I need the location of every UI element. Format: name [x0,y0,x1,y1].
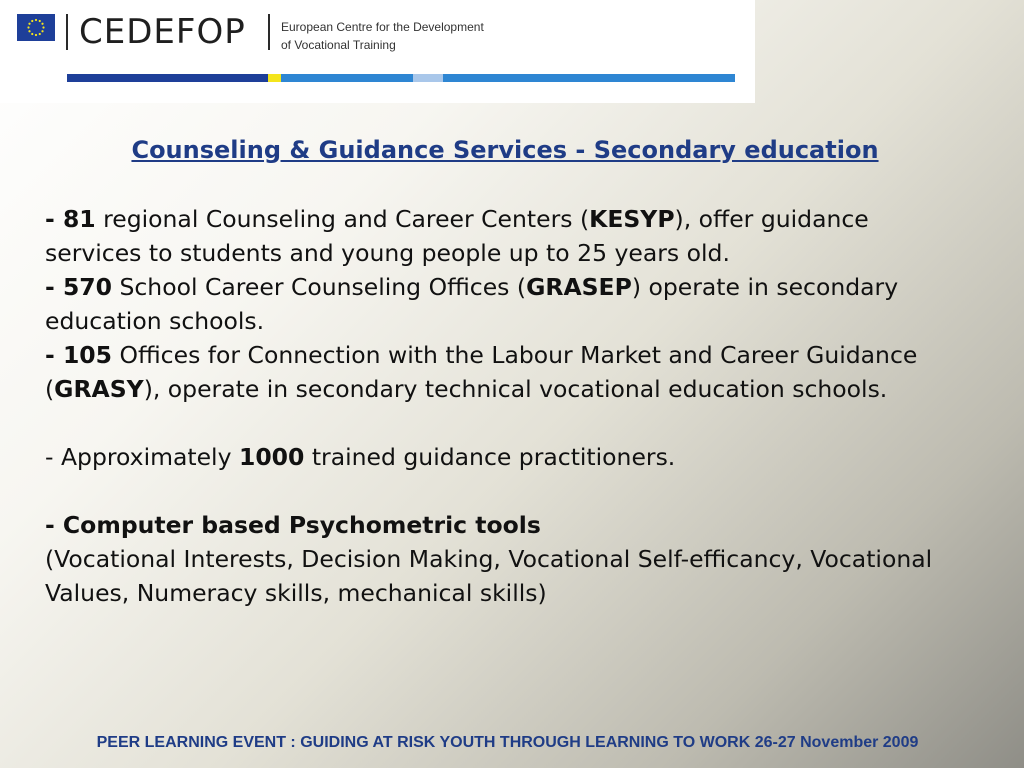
tools-list: (Vocational Interests, Decision Making, Vocational Self-efficancy, Vocational Values, Numeracy skills, mechanical skills) [45,545,933,607]
item-text: ), operate in secondary technical vocational education schools. [143,375,888,403]
header-bar-blue [281,74,413,82]
item-acronym: GRASEP [526,273,632,301]
item-text: School Career Counseling Offices ( [112,273,527,301]
item-text: Offices for Connection with the Labour Market and Career Guidance ( [45,341,918,403]
item-text: ), offer guidance services to students and young people up to 25 years old. [45,205,869,267]
slide-body [45,202,965,610]
item-text: regional Counseling and Career Centers ( [95,205,590,233]
header [0,0,755,103]
list-item [45,202,965,270]
item-number: 570 [62,273,112,301]
organization-line: European Centre for the Development [281,20,484,34]
header-bar-light-blue [413,74,443,82]
list-item [45,270,965,338]
organization-name [281,18,484,54]
practitioners-line [45,440,965,474]
header-bar-navy [67,74,268,82]
tools-heading-text: - Computer based Psychometric tools [45,511,541,539]
item-acronym: GRASY [54,375,144,403]
item-prefix: - [45,273,63,301]
item-number: 81 [62,205,96,233]
header-bar-yellow [268,74,281,82]
item-prefix: - [45,341,63,369]
item-number: 1000 [238,443,305,471]
eu-flag-icon [17,14,55,41]
logo-separator [268,14,270,50]
item-text: - Approximately [45,443,239,471]
logo-separator [66,14,68,50]
item-text: ) operate in secondary education schools. [45,273,899,335]
list-item [45,338,965,406]
tools-heading [45,508,965,542]
organization-line: of Vocational Training [281,38,396,52]
slide-footer: PEER LEARNING EVENT : GUIDING AT RISK YOUTH THROUGH LEARNING TO WORK 26-27 November 2009 [96,734,919,751]
item-number: 105 [62,341,112,369]
slide-title: Counseling & Guidance Services - Secondary education [131,136,879,164]
cedefop-logo: CEDEFOP [79,12,246,52]
header-bar-blue [443,74,735,82]
item-text: trained guidance practitioners. [304,443,676,471]
item-acronym: KESYP [589,205,675,233]
item-prefix: - [45,205,63,233]
